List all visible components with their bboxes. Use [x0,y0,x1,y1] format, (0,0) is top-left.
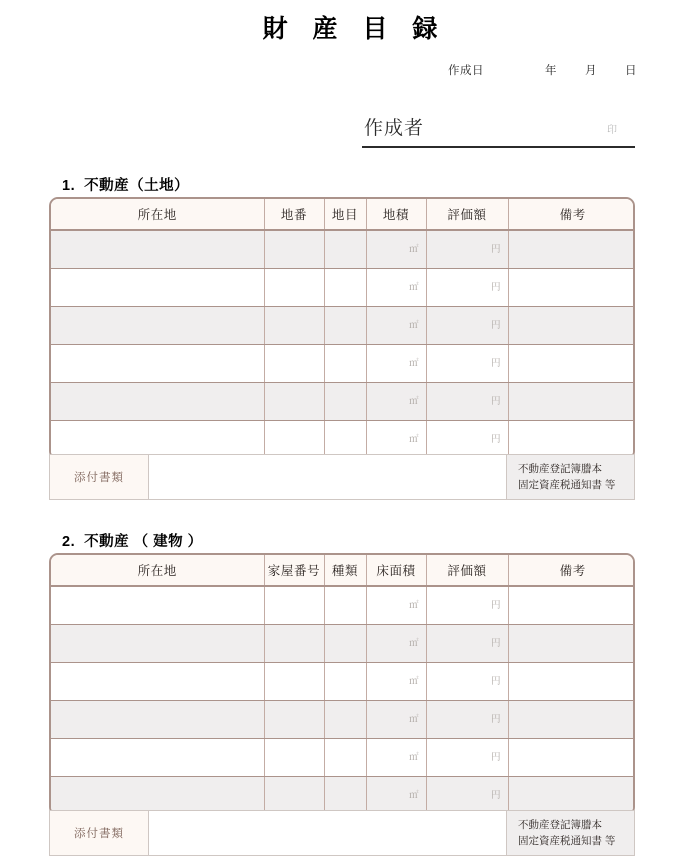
attachment-note [507,811,634,855]
table-cell[interactable] [324,230,366,269]
creation-date-line [440,62,640,80]
column-header-lot-number: 地番 [264,199,324,230]
attachment-note-line-2: 固定資産税通知書 等 [518,479,616,491]
table-row [51,739,635,777]
table-cell[interactable] [366,739,426,777]
attachment-input-area[interactable] [149,455,507,499]
column-header-valuation: 評価額 [426,199,508,230]
table-cell[interactable] [264,383,324,421]
table-cell[interactable] [324,625,366,663]
column-header-valuation: 評価額 [426,555,508,586]
table-cell[interactable] [508,701,635,739]
attachment-label: 添付書類 [50,811,149,855]
table-row [51,777,635,815]
table-row [51,345,635,383]
table-cell[interactable] [51,701,264,739]
attachment-label: 添付書類 [50,455,149,499]
table-cell[interactable] [51,586,264,625]
table-cell[interactable] [426,701,508,739]
table-cell[interactable] [508,586,635,625]
table-cell[interactable] [508,307,635,345]
building-table-body [51,586,635,814]
attachment-note [507,455,634,499]
table-cell[interactable] [508,739,635,777]
section-2-title: 不動産 （ 建物 ） [84,534,203,550]
section-2-heading [62,530,203,551]
table-cell[interactable] [426,739,508,777]
table-header-row [51,199,635,230]
table-cell[interactable] [51,777,264,815]
area-unit: ㎡ [408,357,419,369]
column-header-remarks: 備考 [508,199,635,230]
table-cell[interactable] [51,625,264,663]
year-label: 年 [545,65,557,77]
table-cell[interactable] [51,230,264,269]
land-property-table [49,197,635,460]
section-2-number: 2. [62,534,76,550]
table-cell[interactable] [366,701,426,739]
table-cell[interactable] [324,701,366,739]
table-cell[interactable] [426,307,508,345]
area-unit: ㎡ [408,243,419,255]
table-cell[interactable] [366,586,426,625]
table-cell[interactable] [366,230,426,269]
table-cell[interactable] [508,777,635,815]
table-cell[interactable] [508,345,635,383]
attachment-note-line-1: 不動産登記簿謄本 [518,818,602,831]
money-unit: 円 [490,751,501,763]
column-header-land-area: 地積 [366,199,426,230]
table-row [51,230,635,269]
table-cell[interactable] [366,345,426,383]
column-header-building-type: 種類 [324,555,366,586]
table-cell[interactable] [426,383,508,421]
table-cell[interactable] [426,421,508,459]
attachment-input-area[interactable] [149,811,507,855]
table-cell[interactable] [51,307,264,345]
author-signature-field[interactable] [362,112,635,148]
table-cell[interactable] [366,625,426,663]
table-cell[interactable] [264,421,324,459]
table-cell[interactable] [264,701,324,739]
table-cell[interactable] [324,586,366,625]
table-row [51,663,635,701]
table-cell[interactable] [51,421,264,459]
table-cell[interactable] [264,625,324,663]
area-unit: ㎡ [408,433,419,445]
money-unit: 円 [490,599,501,611]
table-cell[interactable] [508,269,635,307]
money-unit: 円 [490,281,501,293]
money-unit: 円 [490,637,501,649]
table-cell[interactable] [508,625,635,663]
table-cell[interactable] [324,777,366,815]
table-cell[interactable] [508,663,635,701]
money-unit: 円 [490,675,501,687]
table-cell[interactable] [366,663,426,701]
table-row [51,383,635,421]
money-unit: 円 [490,357,501,369]
money-unit: 円 [490,395,501,407]
table-cell[interactable] [426,345,508,383]
table-row [51,307,635,345]
table-cell[interactable] [264,230,324,269]
section-1-heading [62,174,189,195]
land-table-body [51,230,635,458]
section-1-number: 1. [62,178,76,194]
table-cell[interactable] [508,383,635,421]
page-title: 財 産 目 録 [262,15,447,43]
column-header-remarks: 備考 [508,555,635,586]
money-unit: 円 [490,789,501,801]
seal-label: 印 [607,125,617,136]
money-unit: 円 [490,319,501,331]
table-cell[interactable] [426,269,508,307]
table-cell[interactable] [324,739,366,777]
table-cell[interactable] [264,307,324,345]
table-cell[interactable] [508,230,635,269]
area-unit: ㎡ [408,599,419,611]
land-attachment-row [49,454,635,500]
area-unit: ㎡ [408,789,419,801]
building-attachment-row [49,810,635,856]
table-cell[interactable] [366,269,426,307]
area-unit: ㎡ [408,319,419,331]
column-header-location: 所在地 [51,555,264,586]
table-row [51,625,635,663]
building-property-table [49,553,635,816]
table-cell[interactable] [366,383,426,421]
table-cell[interactable] [264,777,324,815]
attachment-note-line-1: 不動産登記簿謄本 [518,462,602,475]
area-unit: ㎡ [408,637,419,649]
table-cell[interactable] [426,230,508,269]
table-header-row [51,555,635,586]
table-cell[interactable] [324,269,366,307]
table-row [51,421,635,459]
table-cell[interactable] [324,421,366,459]
section-1-title: 不動産（土地） [84,178,190,194]
money-unit: 円 [490,243,501,255]
table-cell[interactable] [264,663,324,701]
column-header-location: 所在地 [51,199,264,230]
table-cell[interactable] [426,777,508,815]
table-row [51,701,635,739]
table-cell[interactable] [264,345,324,383]
creation-date-label: 作成日 [448,65,484,77]
author-label: 作成者 [364,118,425,139]
area-unit: ㎡ [408,751,419,763]
column-header-floor-area: 床面積 [366,555,426,586]
table-cell[interactable] [51,269,264,307]
table-cell[interactable] [366,307,426,345]
table-cell[interactable] [366,777,426,815]
table-row [51,269,635,307]
table-cell[interactable] [324,383,366,421]
area-unit: ㎡ [408,281,419,293]
table-cell[interactable] [264,586,324,625]
table-cell[interactable] [426,586,508,625]
table-cell[interactable] [324,345,366,383]
area-unit: ㎡ [408,395,419,407]
table-cell[interactable] [366,421,426,459]
area-unit: ㎡ [408,675,419,687]
money-unit: 円 [490,713,501,725]
table-cell[interactable] [51,345,264,383]
table-cell[interactable] [426,663,508,701]
attachment-note-line-2: 固定資産税通知書 等 [518,835,616,847]
column-header-land-category: 地目 [324,199,366,230]
table-cell[interactable] [324,307,366,345]
table-cell[interactable] [508,421,635,459]
column-header-house-number: 家屋番号 [264,555,324,586]
table-cell[interactable] [426,625,508,663]
table-row [51,586,635,625]
money-unit: 円 [490,433,501,445]
table-cell[interactable] [51,739,264,777]
area-unit: ㎡ [408,713,419,725]
table-cell[interactable] [264,739,324,777]
table-cell[interactable] [264,269,324,307]
day-label: 日 [625,65,637,77]
month-label: 月 [585,65,597,77]
table-cell[interactable] [51,663,264,701]
table-cell[interactable] [51,383,264,421]
table-cell[interactable] [324,663,366,701]
